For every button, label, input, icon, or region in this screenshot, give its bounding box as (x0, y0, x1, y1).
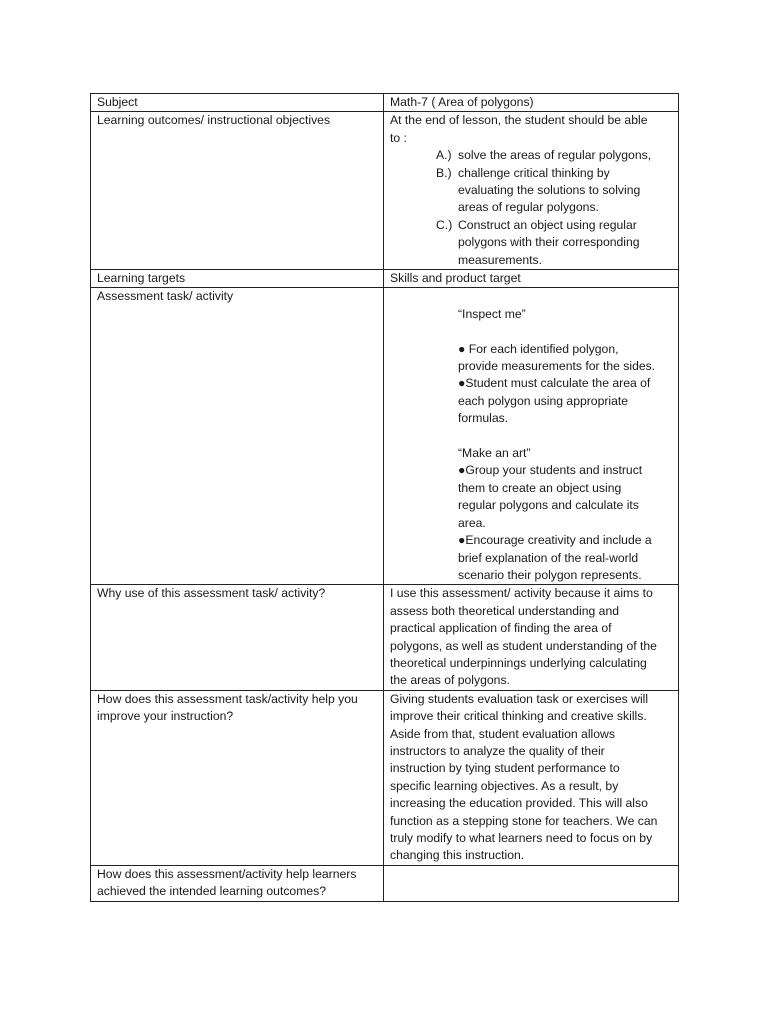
paragraph-line: truly modify to what learners need to focus on by (390, 831, 653, 846)
value-cell (384, 865, 679, 901)
label-cell (91, 270, 384, 288)
label-cell (91, 112, 384, 270)
row-label: improve your instruction? (97, 709, 234, 724)
paragraph-line: polygons, as well as student understanding of the (390, 638, 657, 653)
row-label: Learning outcomes/ instructional objectives (97, 113, 331, 128)
value-cell (384, 288, 679, 585)
table-row-learning-targets (91, 270, 679, 288)
table-row-subject (91, 94, 679, 112)
value-cell (384, 112, 679, 270)
objective-line: evaluating the solutions to solving (458, 183, 641, 198)
objective-line: challenge critical thinking by (458, 165, 610, 180)
paragraph-line: Aside from that, student evaluation allows (390, 726, 615, 741)
activity-line: provide measurements for the sides. (458, 359, 656, 374)
paragraph-line: practical application of finding the area of (390, 621, 612, 636)
paragraph-line: instruction by tying student performance to (390, 761, 620, 776)
paragraph-line: improve their critical thinking and creative skills. (390, 709, 647, 724)
intro-line: to : (390, 130, 407, 145)
objective-marker: C.) (436, 217, 453, 232)
paragraph-line: Giving students evaluation task or exercises will (390, 691, 649, 706)
lesson-table (90, 93, 679, 902)
row-label: Subject (97, 95, 138, 109)
table-row-improve-instruction (91, 690, 679, 865)
row-label: Learning targets (97, 271, 186, 286)
paragraph-line: I use this assessment/ activity because it aims to (390, 586, 653, 601)
activity-title: “Make an art” (458, 446, 531, 461)
row-label: How does this assessment task/activity help you (97, 691, 358, 706)
paragraph-line: specific learning objectives. As a result, by (390, 778, 619, 793)
paragraph-line: theoretical underpinnings underlying calculating (390, 655, 647, 670)
row-value: Math-7 ( Area of polygons) (390, 95, 534, 109)
value-cell (384, 270, 679, 288)
activity-line: ●Group your students and instruct (458, 463, 643, 478)
table-row-help-learners (91, 865, 679, 901)
value-cell (384, 585, 679, 690)
activity-line: ●Student must calculate the area of (458, 376, 651, 391)
activity-line: regular polygons and calculate its (458, 498, 639, 513)
objective-item (390, 165, 672, 217)
value-cell (384, 94, 679, 112)
objective-line: solve the areas of regular polygons, (458, 148, 652, 163)
activity-line: scenario their polygon represents. (458, 567, 642, 582)
label-cell (91, 690, 384, 865)
activity-inspect-me (390, 306, 672, 428)
paragraph-line: function as a stepping stone for teachers. We can (390, 813, 658, 828)
activity-line: area. (458, 515, 486, 530)
table-row-why-use (91, 585, 679, 690)
row-label: How does this assessment/activity help learners (97, 866, 357, 881)
paragraph-line: instructors to analyze the quality of their (390, 743, 605, 758)
activity-line: brief explanation of the real-world (458, 550, 639, 565)
objective-line: polygons with their corresponding (458, 235, 640, 250)
label-cell (91, 94, 384, 112)
label-cell (91, 865, 384, 901)
row-label: Assessment task/ activity (97, 289, 234, 304)
activity-make-an-art (390, 445, 672, 584)
objective-line: measurements. (458, 252, 542, 267)
row-value: Skills and product target (390, 271, 521, 286)
paragraph-line: assess both theoretical understanding and (390, 603, 620, 618)
objective-line: Construct an object using regular (458, 217, 637, 232)
table-row-learning-outcomes (91, 112, 679, 270)
row-label: Why use of this assessment task/ activity? (97, 586, 326, 601)
row-label: achieved the intended learning outcomes? (97, 884, 327, 899)
activity-line: them to create an object using (458, 480, 622, 495)
objective-marker: B.) (436, 165, 452, 180)
paragraph-line: changing this instruction. (390, 848, 525, 863)
activity-line: ●Encourage creativity and include a (458, 533, 652, 548)
activity-line: ● For each identified polygon, (458, 341, 619, 356)
objective-line: areas of regular polygons. (458, 200, 599, 215)
activity-line: each polygon using appropriate (458, 393, 629, 408)
objective-item (390, 147, 672, 164)
label-cell (91, 585, 384, 690)
intro-line: At the end of lesson, the student should be able (390, 113, 648, 128)
activity-line: formulas. (458, 411, 509, 426)
objectives-list (390, 147, 672, 269)
label-cell (91, 288, 384, 585)
objective-item (390, 217, 672, 269)
paragraph-line: the areas of polygons. (390, 673, 510, 688)
activity-title: “Inspect me” (458, 306, 526, 321)
paragraph-line: increasing the education provided. This will also (390, 796, 648, 811)
value-cell (384, 690, 679, 865)
objective-marker: A.) (436, 148, 452, 163)
table-row-assessment-task (91, 288, 679, 585)
